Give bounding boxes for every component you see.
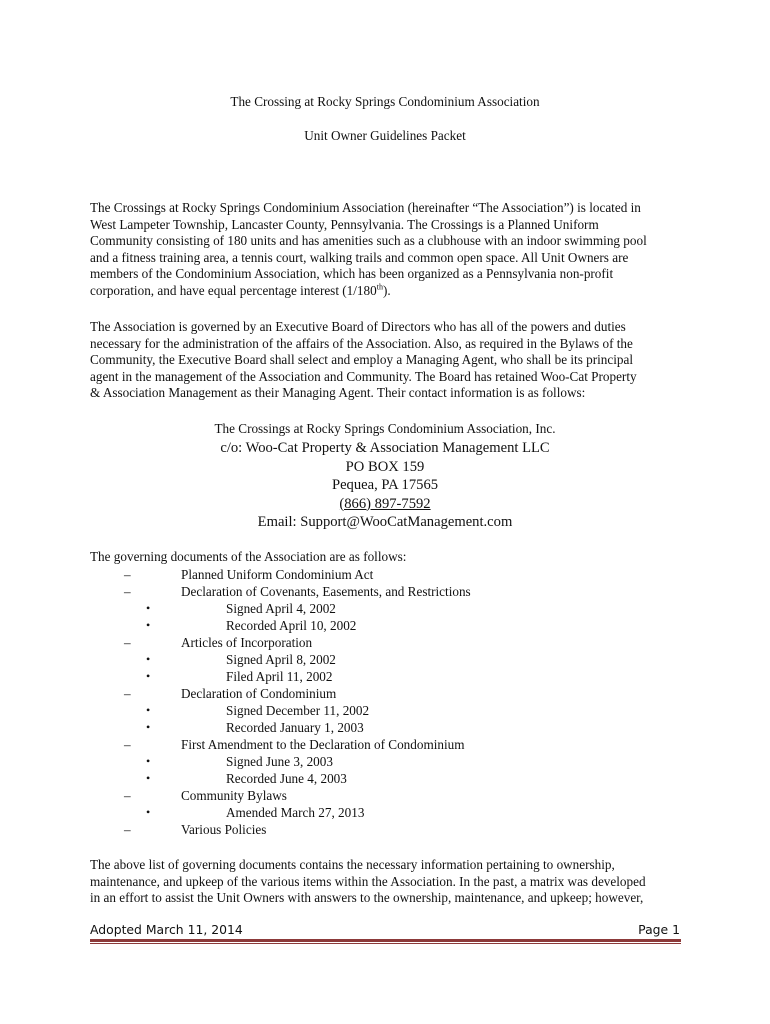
paragraph-line: maintenance, and upkeep of the various items within the Association. In the past, a matrix was developed: [90, 873, 646, 889]
governing-document-label: Various Policies: [181, 822, 267, 837]
governing-document-date: Signed December 11, 2002: [226, 703, 370, 718]
governing-document-label: Declaration of Condominium: [181, 686, 337, 701]
contact-block: [0, 420, 770, 532]
footer-rule-thin: [90, 943, 681, 944]
bullet-marker: •: [146, 720, 151, 734]
paragraph-line: members of the Condominium Association, which has been organized as a Pennsylvania non-profit: [90, 266, 614, 282]
dash-marker: –: [124, 635, 131, 650]
dash-marker: –: [124, 822, 131, 837]
paragraph-line: in an effort to assist the Unit Owners with answers to the ownership, maintenance, and upkeep; however,: [90, 890, 644, 906]
page-number: Page 1: [638, 922, 680, 937]
bullet-marker: •: [146, 754, 151, 768]
paragraph-line: Community consisting of 180 units and has amenities such as a clubhouse with an indoor swimming pool: [90, 233, 647, 249]
dash-marker: –: [124, 567, 131, 582]
governing-documents-intro: The governing documents of the Association are as follows:: [90, 549, 407, 564]
paragraph-line: West Lampeter Township, Lancaster County, Pennsylvania. The Crossings is a Planned Uniform: [90, 216, 599, 232]
governing-document-item: [0, 685, 770, 702]
governing-document-item: [0, 821, 770, 838]
bullet-marker: •: [146, 703, 151, 717]
governing-document-item: [0, 634, 770, 651]
paragraph-line: The above list of governing documents contains the necessary information pertaining to ownership,: [90, 857, 615, 872]
paragraph-line-end: ).: [382, 282, 391, 298]
governing-document-label: First Amendment to the Declaration of Condominium: [181, 737, 465, 752]
document-title: The Crossing at Rocky Springs Condominium Association: [230, 94, 540, 109]
governing-document-item: [0, 787, 770, 804]
paragraph-line: necessary for the administration of the affairs of the Association. Also, as required in the Bylaws of the: [90, 335, 633, 351]
footer-rule-thick: [90, 939, 681, 942]
governing-document-date: Signed April 8, 2002: [226, 652, 336, 667]
bullet-marker: •: [146, 601, 151, 615]
governing-document-date: Amended March 27, 2013: [226, 805, 365, 820]
governing-document-item: [0, 583, 770, 600]
paragraph-line: and a fitness training area, a tennis court, walking trails and common open space. All Unit Owners are: [90, 249, 629, 265]
paragraph-line-text: corporation, and have equal percentage interest (1/180: [90, 282, 377, 298]
governing-document-date: Signed June 3, 2003: [226, 754, 333, 769]
governing-document-date: Recorded April 10, 2002: [226, 618, 357, 633]
governing-document-date: Filed April 11, 2002: [226, 669, 333, 684]
governing-document-subitem: [0, 651, 770, 668]
document-subtitle: Unit Owner Guidelines Packet: [304, 128, 466, 143]
bullet-marker: •: [146, 652, 151, 666]
bullet-marker: •: [146, 618, 151, 632]
governing-document-subitem: [0, 804, 770, 821]
bullet-marker: •: [146, 669, 151, 683]
governing-document-subitem: [0, 702, 770, 719]
governing-document-date: Signed April 4, 2002: [226, 601, 336, 616]
paragraph-line: Community, the Executive Board shall select and employ a Managing Agent, who shall be its principal: [90, 352, 634, 368]
governing-documents-list: [0, 566, 770, 838]
closing-paragraph: [90, 857, 690, 907]
contact-city: Pequea, PA 17565: [331, 477, 439, 493]
bullet-marker: •: [146, 771, 151, 785]
governance-paragraph: [90, 319, 690, 402]
governing-document-label: Articles of Incorporation: [181, 635, 313, 650]
contact-email: Email: Support@WooCatManagement.com: [257, 514, 513, 530]
governing-document-label: Planned Uniform Condominium Act: [181, 567, 374, 582]
governing-document-subitem: [0, 600, 770, 617]
contact-phone-link[interactable]: (866) 897-7592: [339, 495, 431, 512]
governing-document-subitem: [0, 719, 770, 736]
adopted-date: Adopted March 11, 2014: [90, 922, 243, 937]
bullet-marker: •: [146, 805, 151, 819]
paragraph-line: [90, 283, 690, 300]
dash-marker: –: [124, 686, 131, 701]
intro-paragraph: [90, 200, 690, 300]
governing-document-date: Recorded June 4, 2003: [226, 771, 347, 786]
dash-marker: –: [124, 584, 131, 599]
governing-document-subitem: [0, 770, 770, 787]
dash-marker: –: [124, 737, 131, 752]
ordinal-superscript: th: [376, 282, 383, 292]
governing-document-item: [0, 736, 770, 753]
governing-document-subitem: [0, 668, 770, 685]
contact-po-box: PO BOX 159: [345, 458, 425, 475]
paragraph-line: agent in the management of the Association and Community. The Board has retained Woo-Cat Property: [90, 368, 637, 384]
governing-document-item: [0, 566, 770, 583]
contact-care-of: c/o: Woo-Cat Property & Association Management LLC: [220, 440, 550, 456]
governing-document-label: Community Bylaws: [181, 788, 287, 803]
governing-document-label: Declaration of Covenants, Easements, and Restrictions: [181, 584, 471, 599]
dash-marker: –: [124, 788, 131, 803]
governing-document-subitem: [0, 753, 770, 770]
paragraph-line: & Association Management as their Managing Agent. Their contact information is as follows:: [90, 385, 586, 401]
paragraph-line: The Crossings at Rocky Springs Condominium Association (hereinafter “The Association”) is located in: [90, 200, 641, 215]
governing-document-subitem: [0, 617, 770, 634]
governing-document-date: Recorded January 1, 2003: [226, 720, 364, 735]
paragraph-line: The Association is governed by an Executive Board of Directors who has all of the powers and duties: [90, 319, 626, 334]
contact-association-name: The Crossings at Rocky Springs Condominium Association, Inc.: [214, 421, 556, 436]
